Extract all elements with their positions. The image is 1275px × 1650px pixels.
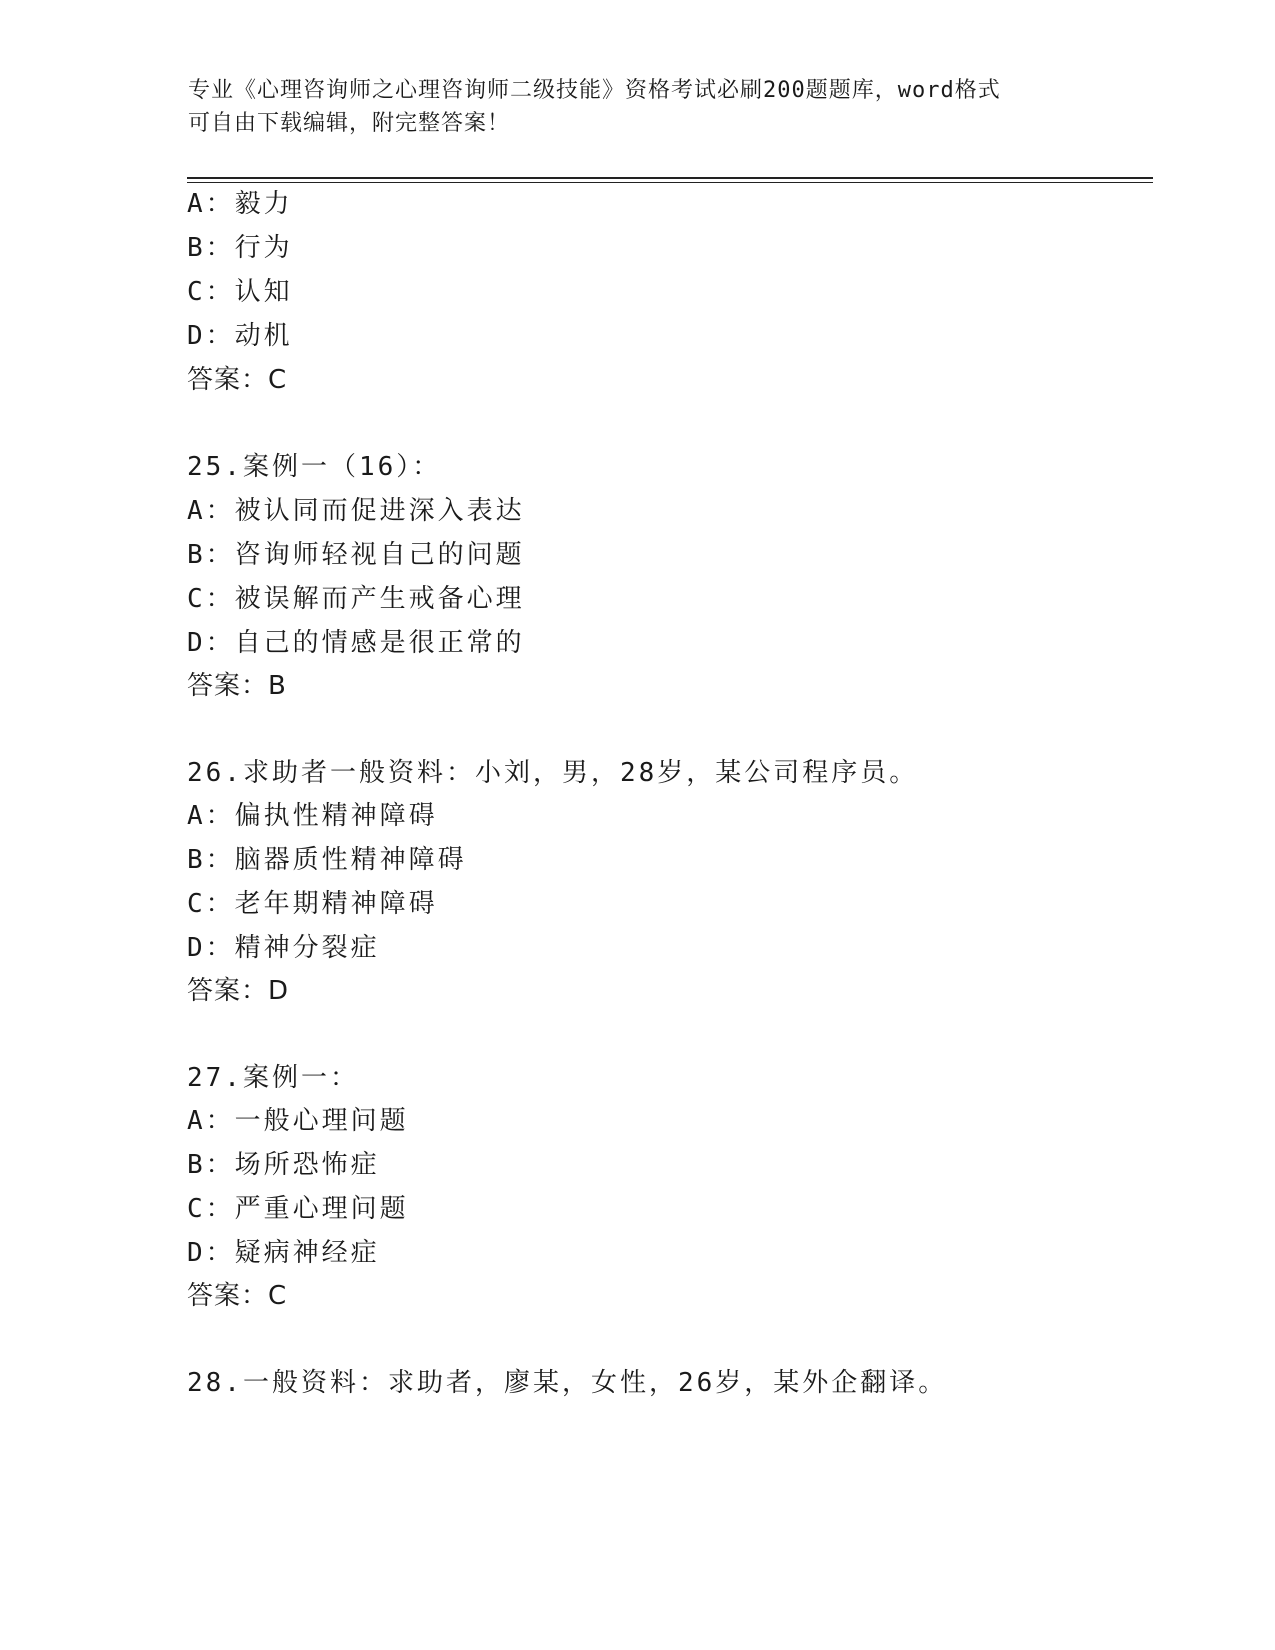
answer-line: 答案：C [187,365,288,395]
header-title-line-2: 可自由下载编辑，附完整答案！ [188,111,511,136]
option-a: A：被认同而促进深入表达 [187,496,525,526]
option-d: D：自己的情感是很正常的 [187,628,525,658]
option-d: D：动机 [187,321,293,351]
option-c: C：认知 [187,277,293,307]
question-stem: 26.求助者一般资料：小刘，男，28岁，某公司程序员。 [187,758,919,788]
option-d: D：精神分裂症 [187,933,380,963]
question-stem: 28.一般资料：求助者，廖某，女性，26岁，某外企翻译。 [187,1368,948,1398]
option-a: A：毅力 [187,189,293,219]
option-b: B：行为 [187,233,293,263]
header-divider [187,177,1153,183]
option-b: B：脑器质性精神障碍 [187,845,467,875]
option-b: B：咨询师轻视自己的问题 [187,540,525,570]
option-c: C：严重心理问题 [187,1194,409,1224]
option-d: D：疑病神经症 [187,1238,380,1268]
question-stem: 27.案例一： [187,1063,359,1093]
option-c: C：老年期精神障碍 [187,889,438,919]
option-a: A：一般心理问题 [187,1106,409,1136]
answer-line: 答案：B [187,671,287,701]
question-stem: 25.案例一（16）： [187,452,442,482]
answer-line: 答案：C [187,1281,288,1311]
option-c: C：被误解而产生戒备心理 [187,584,525,614]
header-title-line-1: 专业《心理咨询师之心理咨询师二级技能》资格考试必刷200题题库，word格式 [188,78,1001,103]
answer-line: 答案：D [187,976,290,1006]
option-b: B：场所恐怖症 [187,1150,380,1180]
option-a: A：偏执性精神障碍 [187,801,438,831]
document-header [188,74,1088,140]
